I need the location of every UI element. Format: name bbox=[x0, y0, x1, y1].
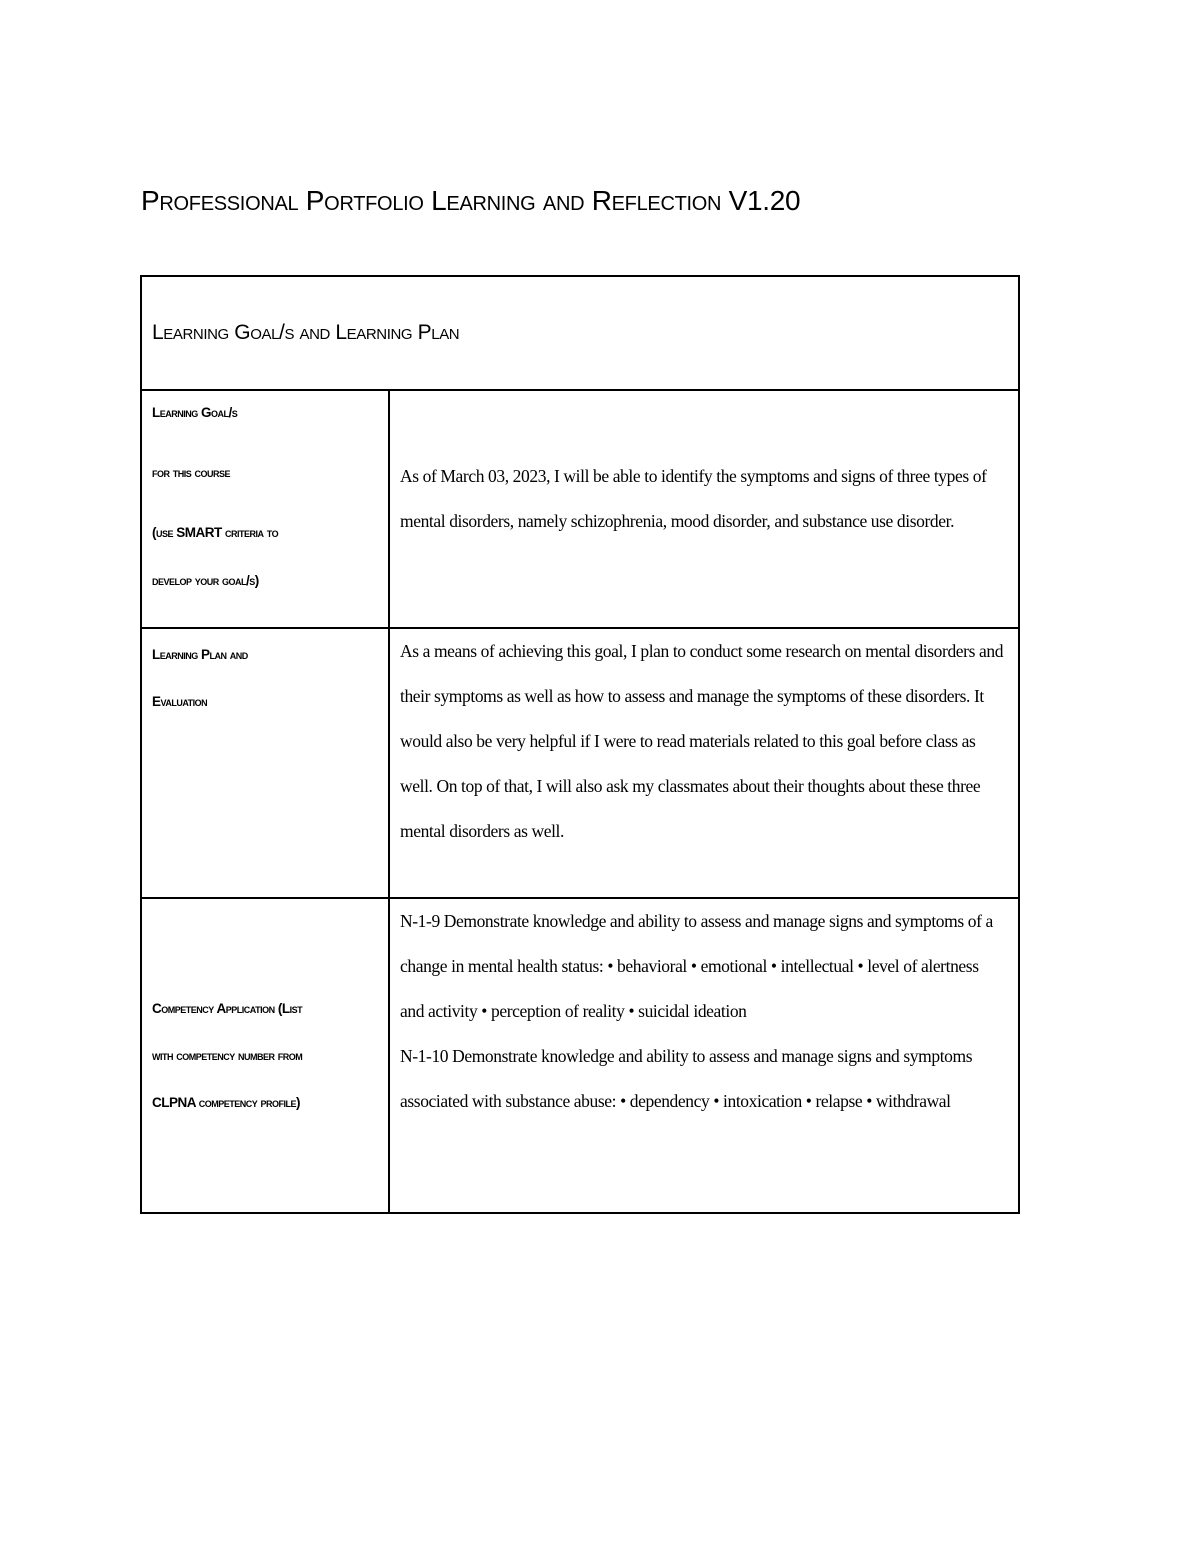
learning-goal-label-sub: for this course bbox=[152, 465, 231, 480]
learning-goal-label-cell bbox=[141, 390, 389, 628]
document-title: Professional Portfolio Learning and Reflection V1.20 bbox=[141, 185, 801, 216]
table-header-row bbox=[141, 276, 1019, 390]
learning-plan-label-sub: Evaluation bbox=[152, 694, 208, 709]
learning-goal-row bbox=[141, 390, 1019, 628]
learning-goal-text-cell bbox=[389, 390, 1019, 628]
learning-goal-label: Learning Goal/s bbox=[152, 405, 238, 420]
competency-label-sub: with competency number from bbox=[152, 1047, 303, 1063]
learning-plan-row bbox=[141, 628, 1019, 898]
competency-row bbox=[141, 898, 1019, 1213]
learning-goal-smart-note: (use SMART criteria to bbox=[152, 525, 279, 540]
competency-text-cell bbox=[389, 898, 1019, 1213]
table-header-cell bbox=[141, 276, 1019, 390]
competency-label-source: CLPNA competency profile) bbox=[152, 1094, 301, 1110]
competency-label-cell bbox=[141, 898, 389, 1213]
learning-plan-label-cell bbox=[141, 628, 389, 898]
learning-plan-label: Learning Plan and bbox=[152, 647, 248, 662]
competency-item-n-1-10: N-1-10 Demonstrate knowledge and ability to assess and manage signs and symptoms associated with substance abuse: • dependency • intoxication • relapse • withdrawal bbox=[400, 1046, 973, 1111]
learning-plan-table bbox=[140, 275, 1020, 1214]
learning-plan-text-cell bbox=[389, 628, 1019, 898]
competency-label: Competency Application (List bbox=[152, 1000, 303, 1016]
table-header-title: Learning Goal/s and Learning Plan bbox=[152, 321, 460, 344]
learning-goal-text: As of March 03, 2023, I will be able to identify the symptoms and signs of three types of mental disorders, namely schizophrenia, mood disorder, and substance use disorder. bbox=[400, 466, 987, 531]
learning-goal-smart-note-cont: develop your goal/s) bbox=[152, 573, 259, 588]
competency-item-n-1-9: N-1-9 Demonstrate knowledge and ability to assess and manage signs and symptoms of a change in mental health status: • behavioral • emotional • intellectual • level of alertness and activity • perception of reality • suicidal ideation bbox=[400, 911, 993, 1021]
learning-plan-text: As a means of achieving this goal, I plan to conduct some research on mental disorders and their symptoms as well as how to assess and manage the symptoms of these disorders. It would also be very helpful if I were to read materials related to this goal before class as well. On top of that, I will also ask my classmates about their thoughts about these three mental disorders as well. bbox=[400, 641, 1004, 841]
